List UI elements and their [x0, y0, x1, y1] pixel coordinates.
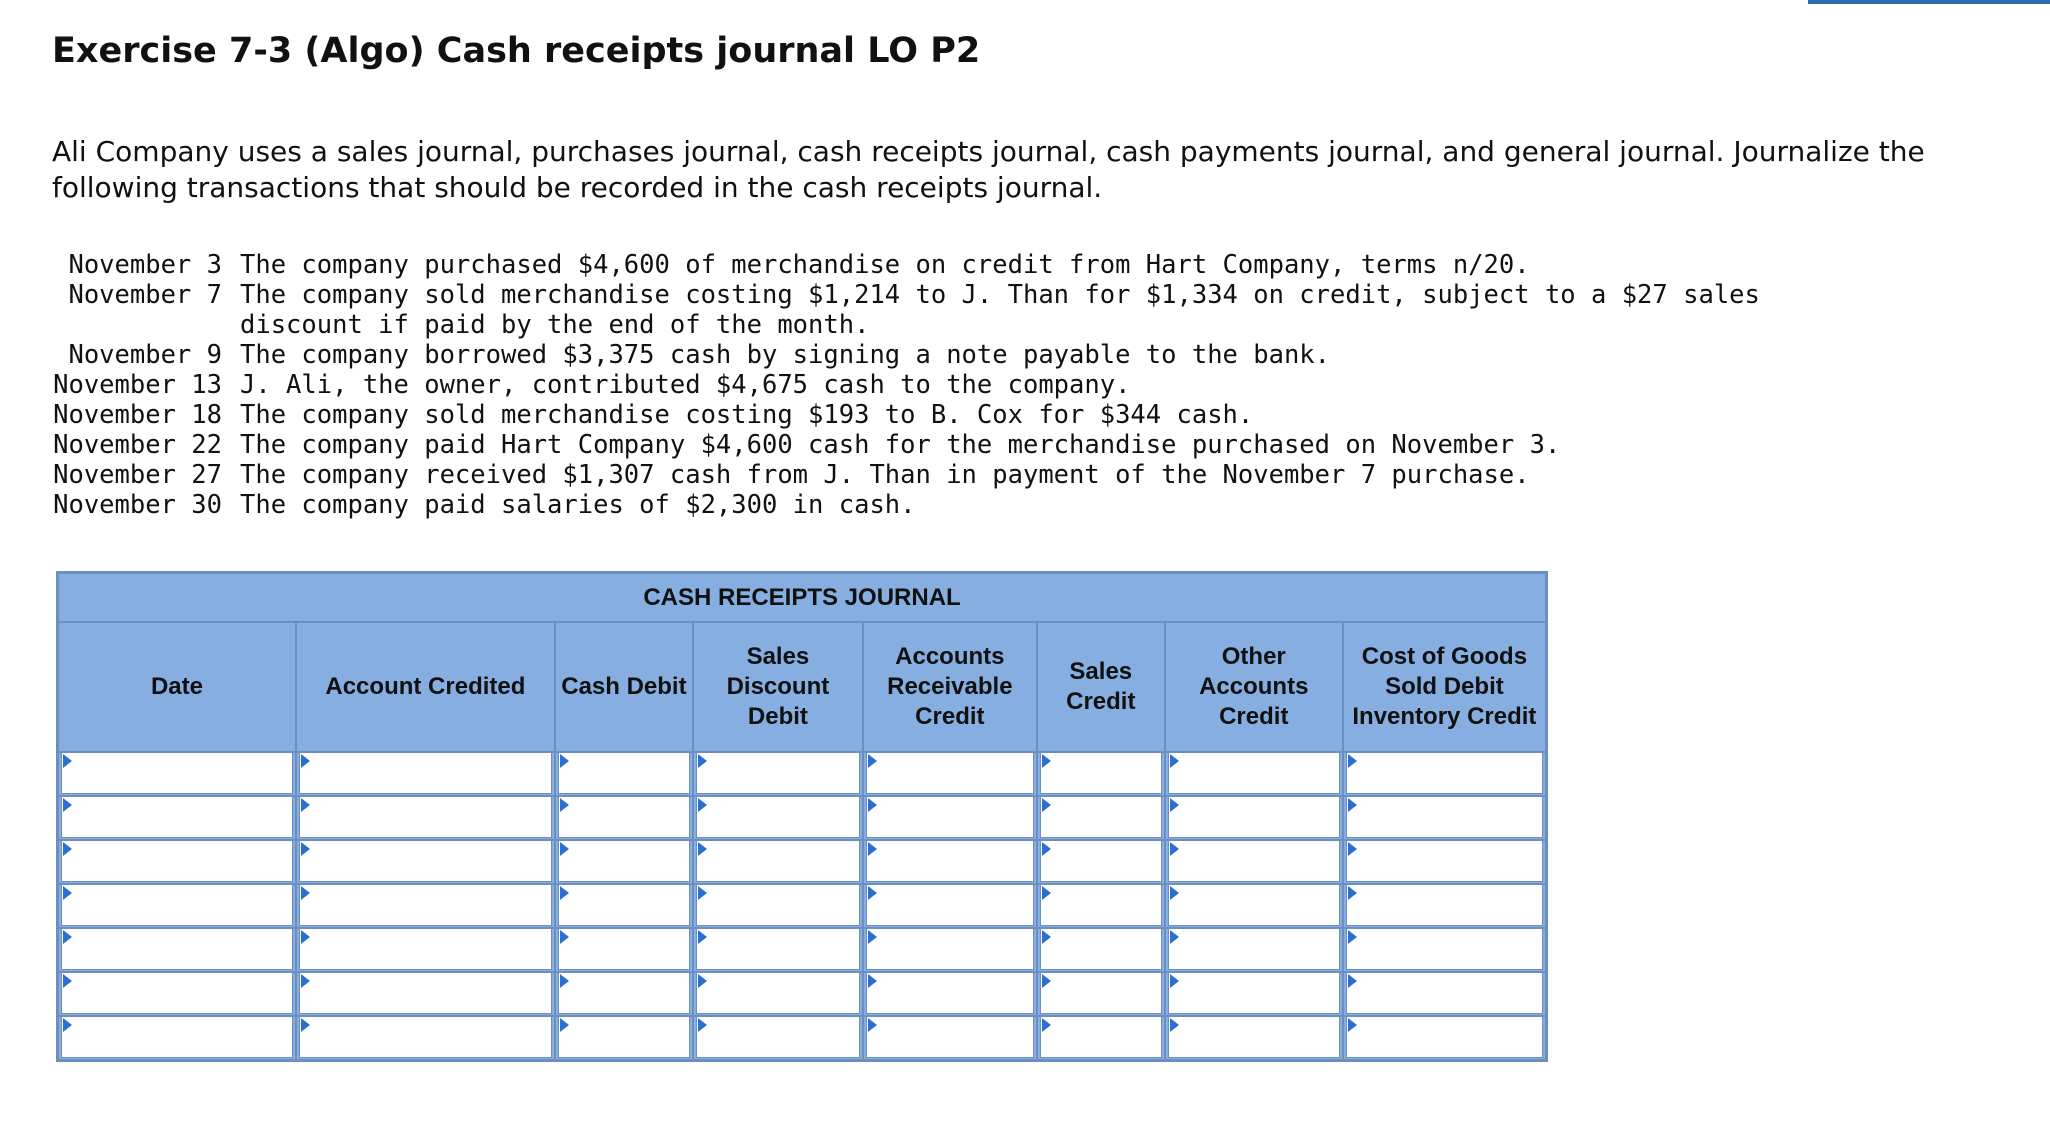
triangle-right-icon: [1348, 886, 1357, 900]
journal-body: [58, 752, 1547, 1061]
other-accounts-credit-input[interactable]: [1169, 885, 1339, 925]
account-credited-input[interactable]: [300, 1017, 551, 1057]
page-title: Exercise 7-3 (Algo) Cash receipts journal LO P2: [52, 31, 981, 71]
journal-cell-frame: [866, 884, 1034, 926]
triangle-right-icon: [1348, 754, 1357, 768]
journal-cell-frame: [1168, 928, 1340, 970]
triangle-right-icon: [698, 930, 707, 944]
transaction-date: November 27: [53, 460, 222, 490]
other-accounts-credit-input[interactable]: [1169, 973, 1339, 1013]
account-credited-input[interactable]: [300, 929, 551, 969]
transaction-description: The company received $1,307 cash from J. Than in payment of the November 7 purchase.: [240, 460, 1530, 490]
journal-cell: [555, 1016, 693, 1061]
transaction-date: November 7: [68, 280, 222, 310]
triangle-right-icon: [868, 930, 877, 944]
transaction-description: J. Ali, the owner, contributed $4,675 cash to the company.: [240, 370, 1131, 400]
other-accounts-credit-input[interactable]: [1169, 797, 1339, 837]
transaction-date: November 22: [53, 430, 222, 460]
journal-cell-frame: [299, 972, 552, 1014]
account-credited-input[interactable]: [300, 797, 551, 837]
transactions-list: [48, 250, 1948, 520]
cogs-inventory-input[interactable]: [1347, 841, 1542, 881]
journal-cell: [1037, 972, 1165, 1016]
triangle-right-icon: [63, 930, 72, 944]
journal-cell-frame: [866, 928, 1034, 970]
journal-cell-frame: [696, 972, 860, 1014]
journal-cell: [555, 972, 693, 1016]
journal-cell-frame: [696, 884, 860, 926]
journal-cell: [58, 840, 296, 884]
journal-cell: [555, 796, 693, 840]
journal-cell: [693, 884, 863, 928]
triangle-right-icon: [1348, 930, 1357, 944]
journal-cell-frame: [1040, 884, 1162, 926]
transaction-description: The company sold merchandise costing $193 to B. Cox for $344 cash.: [240, 400, 1254, 430]
journal-cell-frame: [1040, 840, 1162, 882]
journal-cell-frame: [1346, 884, 1543, 926]
journal-cell-frame: [558, 928, 690, 970]
journal-cell-frame: [866, 796, 1034, 838]
journal-cell: [58, 796, 296, 840]
column-header-account-credited: Account Credited: [296, 622, 555, 752]
transaction-item: [48, 430, 1948, 460]
journal-cell: [1343, 972, 1547, 1016]
sales-discount-debit-input[interactable]: [697, 929, 859, 969]
journal-cell-frame: [61, 796, 293, 838]
journal-row: [58, 840, 1547, 884]
journal-cell-frame: [866, 840, 1034, 882]
triangle-right-icon: [868, 798, 877, 812]
column-header-other-accounts-credit: Other Accounts Credit: [1165, 622, 1343, 752]
triangle-right-icon: [1042, 798, 1051, 812]
triangle-right-icon: [1170, 798, 1179, 812]
journal-cell: [1165, 1016, 1343, 1061]
journal-cell-frame: [1040, 796, 1162, 838]
journal-cell-frame: [558, 840, 690, 882]
journal-cell: [863, 884, 1037, 928]
date-input[interactable]: [62, 841, 292, 881]
cash-debit-input[interactable]: [559, 797, 689, 837]
accounts-receivable-credit-input[interactable]: [867, 885, 1033, 925]
cash-debit-input[interactable]: [559, 885, 689, 925]
journal-cell-frame: [1346, 972, 1543, 1014]
cogs-inventory-input[interactable]: [1347, 1017, 1542, 1057]
journal-cell-frame: [299, 884, 552, 926]
accounts-receivable-credit-input[interactable]: [867, 797, 1033, 837]
journal-cell-frame: [1168, 884, 1340, 926]
triangle-right-icon: [63, 1018, 72, 1032]
journal-cell: [863, 1016, 1037, 1061]
account-credited-input[interactable]: [300, 841, 551, 881]
journal-cell-frame: [1040, 972, 1162, 1014]
triangle-right-icon: [301, 930, 310, 944]
journal-cell: [58, 752, 296, 796]
journal-cell: [1165, 972, 1343, 1016]
journal-cell-frame: [1346, 928, 1543, 970]
journal-cell: [863, 840, 1037, 884]
journal-cell-frame: [299, 1016, 552, 1058]
journal-cell: [1343, 796, 1547, 840]
journal-cell: [693, 928, 863, 972]
column-header-sales-discount-debit: Sales Discount Debit: [693, 622, 863, 752]
sales-discount-debit-input[interactable]: [697, 797, 859, 837]
transaction-item: [48, 400, 1948, 430]
triangle-right-icon: [1042, 754, 1051, 768]
journal-cell: [296, 928, 555, 972]
triangle-right-icon: [698, 842, 707, 856]
triangle-right-icon: [1170, 754, 1179, 768]
transaction-item: [48, 340, 1948, 370]
journal-caption: CASH RECEIPTS JOURNAL: [58, 573, 1547, 623]
journal-row: [58, 972, 1547, 1016]
journal-cell: [1165, 840, 1343, 884]
journal-caption-row: [58, 573, 1547, 623]
cash-debit-input[interactable]: [559, 1017, 689, 1057]
journal-cell-frame: [1168, 840, 1340, 882]
journal-cell-frame: [1168, 1016, 1340, 1058]
triangle-right-icon: [868, 886, 877, 900]
journal-cell-frame: [696, 796, 860, 838]
sales-credit-input[interactable]: [1041, 841, 1161, 881]
transaction-date: November 3: [68, 250, 222, 280]
triangle-right-icon: [1170, 974, 1179, 988]
cogs-inventory-input[interactable]: [1347, 797, 1542, 837]
sales-credit-input[interactable]: [1041, 753, 1161, 793]
journal-cell: [1343, 928, 1547, 972]
journal-cell-frame: [1168, 752, 1340, 794]
journal-cell: [693, 840, 863, 884]
journal-cell: [1343, 752, 1547, 796]
sales-credit-input[interactable]: [1041, 1017, 1161, 1057]
triangle-right-icon: [63, 886, 72, 900]
column-header-sales-credit: Sales Credit: [1037, 622, 1165, 752]
journal-cell: [1165, 884, 1343, 928]
journal-cell: [863, 928, 1037, 972]
cogs-inventory-input[interactable]: [1347, 753, 1542, 793]
triangle-right-icon: [63, 974, 72, 988]
journal-cell: [693, 1016, 863, 1061]
journal-cell-frame: [61, 1016, 293, 1058]
transaction-description: The company paid salaries of $2,300 in cash.: [240, 490, 916, 520]
journal-cell-frame: [299, 796, 552, 838]
transaction-description: The company borrowed $3,375 cash by signing a note payable to the bank.: [240, 340, 1331, 370]
journal-cell: [1037, 796, 1165, 840]
sales-discount-debit-input[interactable]: [697, 1017, 859, 1057]
journal-cell-frame: [1040, 752, 1162, 794]
transaction-date: November 18: [53, 400, 222, 430]
column-header-cogs-inventory: Cost of Goods Sold Debit Inventory Credit: [1343, 622, 1547, 752]
triangle-right-icon: [1042, 974, 1051, 988]
accounts-receivable-credit-input[interactable]: [867, 841, 1033, 881]
sales-credit-input[interactable]: [1041, 973, 1161, 1013]
sales-credit-input[interactable]: [1041, 797, 1161, 837]
transaction-date: November 9: [68, 340, 222, 370]
journal-cell-frame: [299, 840, 552, 882]
journal-cell-frame: [558, 972, 690, 1014]
sales-discount-debit-input[interactable]: [697, 841, 859, 881]
triangle-right-icon: [560, 754, 569, 768]
journal-cell: [296, 1016, 555, 1061]
journal-cell: [1037, 840, 1165, 884]
journal-cell: [863, 972, 1037, 1016]
triangle-right-icon: [1170, 886, 1179, 900]
journal-cell: [555, 928, 693, 972]
journal-cell: [1343, 1016, 1547, 1061]
account-credited-input[interactable]: [300, 973, 551, 1013]
journal-cell: [693, 796, 863, 840]
journal-row: [58, 752, 1547, 796]
journal-cell: [296, 796, 555, 840]
journal-cell-frame: [1346, 1016, 1543, 1058]
triangle-right-icon: [301, 798, 310, 812]
date-input[interactable]: [62, 885, 292, 925]
column-header-cash-debit: Cash Debit: [555, 622, 693, 752]
other-accounts-credit-input[interactable]: [1169, 929, 1339, 969]
cash-debit-input[interactable]: [559, 753, 689, 793]
date-input[interactable]: [62, 929, 292, 969]
date-input[interactable]: [62, 1017, 292, 1057]
triangle-right-icon: [698, 886, 707, 900]
journal-cell-frame: [558, 1016, 690, 1058]
triangle-right-icon: [301, 1018, 310, 1032]
instructions-text: Ali Company uses a sales journal, purchases journal, cash receipts journal, cash payments journal, and general journal. Journalize the following transactions that should be recorded in the cash receipts journal.: [52, 135, 1925, 204]
account-credited-input[interactable]: [300, 753, 551, 793]
triangle-right-icon: [1170, 842, 1179, 856]
journal-cell: [1165, 752, 1343, 796]
sales-credit-input[interactable]: [1041, 885, 1161, 925]
triangle-right-icon: [698, 798, 707, 812]
journal-cell: [296, 840, 555, 884]
triangle-right-icon: [1042, 930, 1051, 944]
journal-cell-frame: [1346, 796, 1543, 838]
transaction-item: [48, 370, 1948, 400]
cash-debit-input[interactable]: [559, 973, 689, 1013]
journal-cell: [1037, 884, 1165, 928]
journal-row: [58, 1016, 1547, 1061]
date-input[interactable]: [62, 753, 292, 793]
journal-cell: [863, 752, 1037, 796]
triangle-right-icon: [868, 1018, 877, 1032]
journal-cell: [1165, 928, 1343, 972]
journal-cell-frame: [1346, 840, 1543, 882]
transaction-item: [48, 460, 1948, 490]
transaction-description: The company sold merchandise costing $1,214 to J. Than for $1,334 on credit, subject to a $27 sales discount if paid by the end of the month.: [240, 280, 1760, 340]
journal-cell: [863, 796, 1037, 840]
accounts-receivable-credit-input[interactable]: [867, 1017, 1033, 1057]
sales-discount-debit-input[interactable]: [697, 885, 859, 925]
transaction-item: [48, 490, 1948, 520]
triangle-right-icon: [1042, 886, 1051, 900]
journal-cell-frame: [558, 752, 690, 794]
journal-row: [58, 884, 1547, 928]
journal-cell-frame: [696, 752, 860, 794]
triangle-right-icon: [1170, 930, 1179, 944]
journal-cell-frame: [1040, 1016, 1162, 1058]
journal-cell-frame: [558, 796, 690, 838]
column-header-accounts-receivable-credit: Accounts Receivable Credit: [863, 622, 1037, 752]
journal-row: [58, 796, 1547, 840]
column-header-date: Date: [58, 622, 296, 752]
journal-cell-frame: [299, 752, 552, 794]
journal-cell: [1037, 1016, 1165, 1061]
journal-cell-frame: [866, 1016, 1034, 1058]
triangle-right-icon: [1042, 842, 1051, 856]
journal-cell-frame: [696, 840, 860, 882]
journal-cell: [693, 752, 863, 796]
journal-cell: [296, 972, 555, 1016]
journal-cell-frame: [61, 840, 293, 882]
triangle-right-icon: [868, 842, 877, 856]
journal-cell: [1343, 840, 1547, 884]
transaction-item: [48, 250, 1948, 280]
journal-cell-frame: [299, 928, 552, 970]
triangle-right-icon: [560, 974, 569, 988]
accounts-receivable-credit-input[interactable]: [867, 929, 1033, 969]
journal-header-row: [58, 622, 1547, 752]
top-accent-bar: [1808, 0, 2050, 4]
cash-receipts-journal-table: [56, 571, 1548, 1062]
cash-debit-input[interactable]: [559, 929, 689, 969]
journal-cell-frame: [1346, 752, 1543, 794]
transaction-date: November 30: [53, 490, 222, 520]
sales-discount-debit-input[interactable]: [697, 753, 859, 793]
journal-cell-frame: [696, 1016, 860, 1058]
accounts-receivable-credit-input[interactable]: [867, 753, 1033, 793]
triangle-right-icon: [560, 930, 569, 944]
journal-cell-frame: [866, 972, 1034, 1014]
journal-cell: [58, 884, 296, 928]
journal-cell: [1037, 928, 1165, 972]
journal-cell-frame: [1168, 972, 1340, 1014]
journal-cell-frame: [866, 752, 1034, 794]
journal-cell-frame: [1168, 796, 1340, 838]
journal-cell: [296, 752, 555, 796]
triangle-right-icon: [63, 842, 72, 856]
triangle-right-icon: [698, 974, 707, 988]
journal-cell: [58, 928, 296, 972]
journal-cell: [1343, 884, 1547, 928]
triangle-right-icon: [301, 842, 310, 856]
transaction-item: [48, 280, 1948, 340]
triangle-right-icon: [63, 798, 72, 812]
triangle-right-icon: [1348, 974, 1357, 988]
date-input[interactable]: [62, 973, 292, 1013]
journal-cell: [693, 972, 863, 1016]
triangle-right-icon: [301, 974, 310, 988]
journal-cell-frame: [61, 884, 293, 926]
journal-cell-frame: [61, 972, 293, 1014]
journal-cell-frame: [696, 928, 860, 970]
journal-cell: [296, 884, 555, 928]
triangle-right-icon: [301, 754, 310, 768]
triangle-right-icon: [63, 754, 72, 768]
journal-cell: [58, 972, 296, 1016]
journal-cell: [555, 752, 693, 796]
triangle-right-icon: [698, 754, 707, 768]
other-accounts-credit-input[interactable]: [1169, 753, 1339, 793]
cogs-inventory-input[interactable]: [1347, 885, 1542, 925]
triangle-right-icon: [1170, 1018, 1179, 1032]
journal-row: [58, 928, 1547, 972]
triangle-right-icon: [868, 974, 877, 988]
journal-cell: [1165, 796, 1343, 840]
triangle-right-icon: [560, 886, 569, 900]
sales-credit-input[interactable]: [1041, 929, 1161, 969]
journal-cell: [1037, 752, 1165, 796]
journal-cell-frame: [61, 928, 293, 970]
cash-debit-input[interactable]: [559, 841, 689, 881]
journal-cell: [555, 840, 693, 884]
triangle-right-icon: [1042, 1018, 1051, 1032]
triangle-right-icon: [698, 1018, 707, 1032]
other-accounts-credit-input[interactable]: [1169, 1017, 1339, 1057]
cogs-inventory-input[interactable]: [1347, 973, 1542, 1013]
transaction-description: The company purchased $4,600 of merchandise on credit from Hart Company, terms n/20.: [240, 250, 1530, 280]
journal-cell-frame: [61, 752, 293, 794]
journal-cell-frame: [558, 884, 690, 926]
cogs-inventory-input[interactable]: [1347, 929, 1542, 969]
triangle-right-icon: [560, 842, 569, 856]
date-input[interactable]: [62, 797, 292, 837]
triangle-right-icon: [1348, 842, 1357, 856]
triangle-right-icon: [560, 798, 569, 812]
transaction-description: The company paid Hart Company $4,600 cash for the merchandise purchased on November 3.: [240, 430, 1561, 460]
accounts-receivable-credit-input[interactable]: [867, 973, 1033, 1013]
transaction-date: November 13: [53, 370, 222, 400]
account-credited-input[interactable]: [300, 885, 551, 925]
journal-cell-frame: [1040, 928, 1162, 970]
triangle-right-icon: [560, 1018, 569, 1032]
other-accounts-credit-input[interactable]: [1169, 841, 1339, 881]
triangle-right-icon: [868, 754, 877, 768]
journal-cell: [58, 1016, 296, 1061]
sales-discount-debit-input[interactable]: [697, 973, 859, 1013]
triangle-right-icon: [301, 886, 310, 900]
journal-cell: [555, 884, 693, 928]
triangle-right-icon: [1348, 798, 1357, 812]
triangle-right-icon: [1348, 1018, 1357, 1032]
